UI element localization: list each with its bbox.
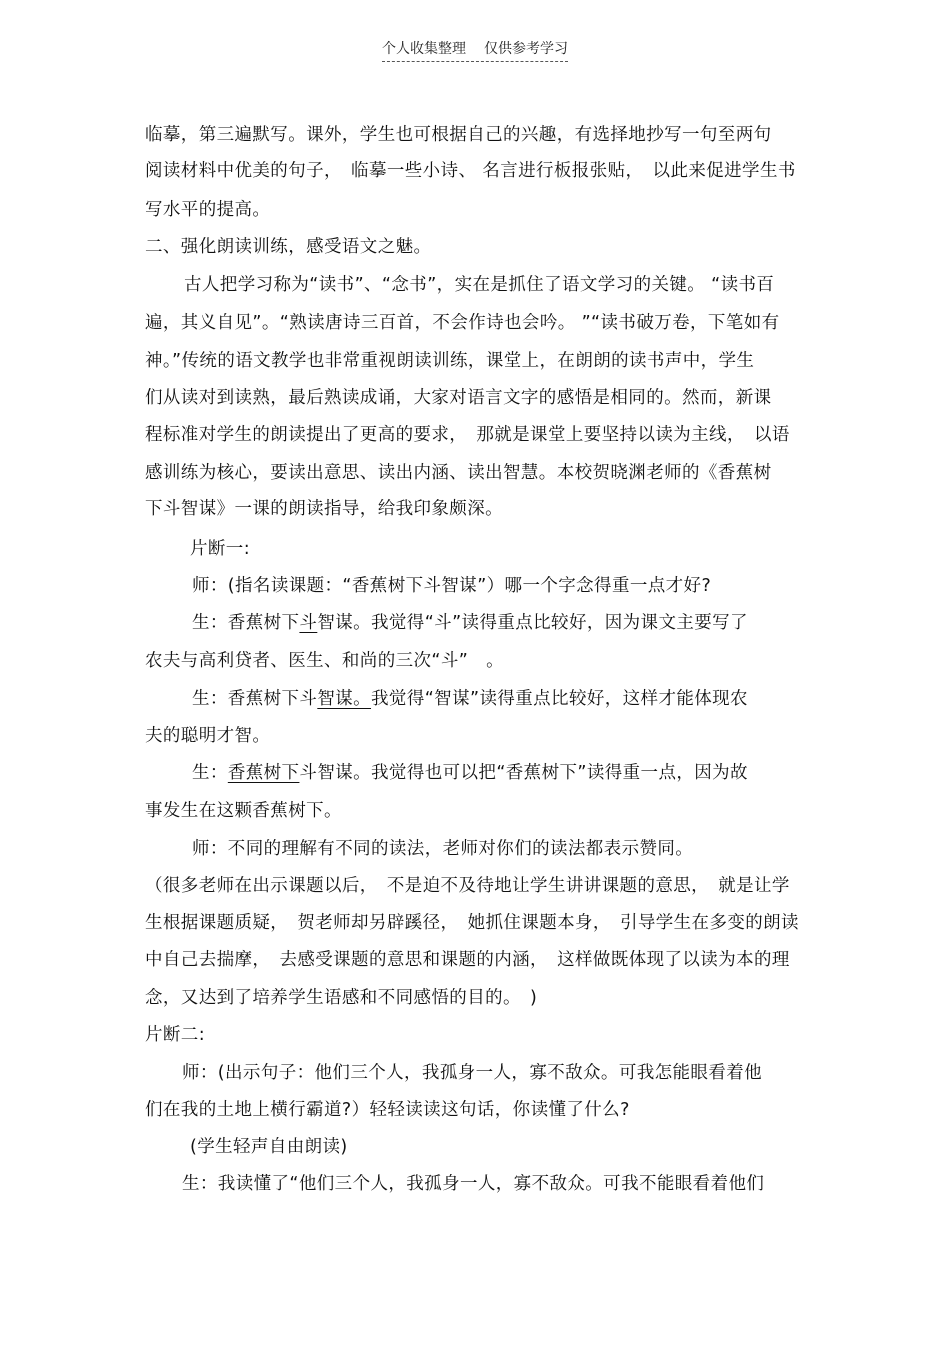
fragment-label: 片断一: bbox=[190, 539, 250, 559]
commentary-line: 中自己去揣摩， 去感受课题的意思和课题的内涵， 这样做既体现了以读为本的理 bbox=[145, 950, 790, 970]
text-line: 们从读对到读熟，最后熟读成诵，大家对语言文字的感悟是相同的。然而，新课 bbox=[145, 388, 772, 408]
text-line: 下斗智谋》一课的朗读指导，给我印象颇深。 bbox=[145, 499, 503, 519]
dialogue-text: 斗智谋。我觉得也可以把“香蕉树下”读得重一点，因为故 bbox=[299, 763, 748, 783]
dialogue-text: 生：香蕉树下 bbox=[192, 613, 300, 633]
dialogue-line bbox=[192, 612, 748, 634]
text-line: 事发生在这颗香蕉树下。 bbox=[145, 801, 342, 821]
page-header bbox=[382, 38, 568, 62]
section-heading: 二、强化朗读训练，感受语文之魅。 bbox=[145, 237, 432, 257]
dialogue-line: 师：(出示句子：他们三个人，我孤身一人，寡不敌众。可我怎能眼看着他 bbox=[182, 1063, 763, 1083]
text-line: (学生轻声自由朗读) bbox=[190, 1137, 348, 1157]
dialogue-line: 生：我读懂了“他们三个人，我孤身一人，寡不敌众。可我不能眼看着他们 bbox=[182, 1174, 765, 1194]
underlined-text: 斗 bbox=[299, 613, 318, 633]
commentary-line: 念，又达到了培养学生语感和不同感悟的目的。 ) bbox=[145, 988, 538, 1008]
dialogue-text: 生：香蕉树下斗 bbox=[192, 689, 318, 709]
text-line: 夫的聪明才智。 bbox=[145, 726, 271, 746]
text-line: 农夫与高利贷者、医生、和尚的三次“斗” 。 bbox=[145, 651, 505, 671]
text-line: 阅读材料中优美的句子， 临摹一些小诗、 名言进行板报张贴， 以此来促进学生书 bbox=[145, 161, 796, 181]
dialogue-line bbox=[192, 762, 748, 784]
header-right-text: 仅供参考学习 bbox=[484, 41, 568, 57]
dialogue-line bbox=[192, 688, 748, 710]
commentary-line: （很多老师在出示课题以后， 不是迫不及待地让学生讲讲课题的意思， 就是让学 bbox=[145, 876, 790, 896]
dialogue-text: 我觉得“智谋”读得重点比较好，这样才能体现农 bbox=[371, 689, 748, 709]
text-line: 写水平的提高。 bbox=[145, 200, 271, 220]
text-line: 们在我的土地上横行霸道?）轻轻读读这句话，你读懂了什么? bbox=[145, 1100, 630, 1120]
text-line: 感训练为核心，要读出意思、读出内涵、读出智慧。本校贺晓渊老师的《香蕉树 bbox=[145, 463, 772, 483]
underlined-text: 智谋。 bbox=[317, 689, 372, 709]
dialogue-text: 生： bbox=[192, 763, 228, 783]
text-line: 临摹，第三遍默写。课外，学生也可根据自己的兴趣，有选择地抄写一句至两句 bbox=[145, 125, 772, 145]
text-line: 程标准对学生的朗读提出了更高的要求， 那就是课堂上要坚持以读为主线， 以语 bbox=[145, 425, 790, 445]
commentary-line: 生根据课题质疑， 贺老师却另辟蹊径， 她抓住课题本身， 引导学生在多变的朗读 bbox=[145, 913, 799, 933]
fragment-label: 片断二: bbox=[145, 1025, 205, 1045]
header-left-text: 个人收集整理 bbox=[382, 41, 466, 57]
underlined-text: 香蕉树下 bbox=[227, 763, 300, 783]
text-line: 遍，其义自见”。“熟读唐诗三百首，不会作诗也会吟。 ”“读书破万卷，下笔如有 bbox=[145, 313, 780, 333]
dialogue-line: 师：不同的理解有不同的读法，老师对你们的读法都表示赞同。 bbox=[192, 839, 694, 859]
text-line: 神。”传统的语文教学也非常重视朗读训练，课堂上，在朗朗的读书声中，学生 bbox=[145, 351, 755, 371]
text-line: 古人把学习称为“读书”、“念书”，实在是抓住了语文学习的关键。 “读书百 bbox=[184, 275, 775, 295]
dialogue-line: 师：(指名读课题：“香蕉树下斗智谋”）哪一个字念得重一点才好? bbox=[192, 576, 712, 596]
dialogue-text: 智谋。我觉得“斗”读得重点比较好，因为课文主要写了 bbox=[317, 613, 748, 633]
